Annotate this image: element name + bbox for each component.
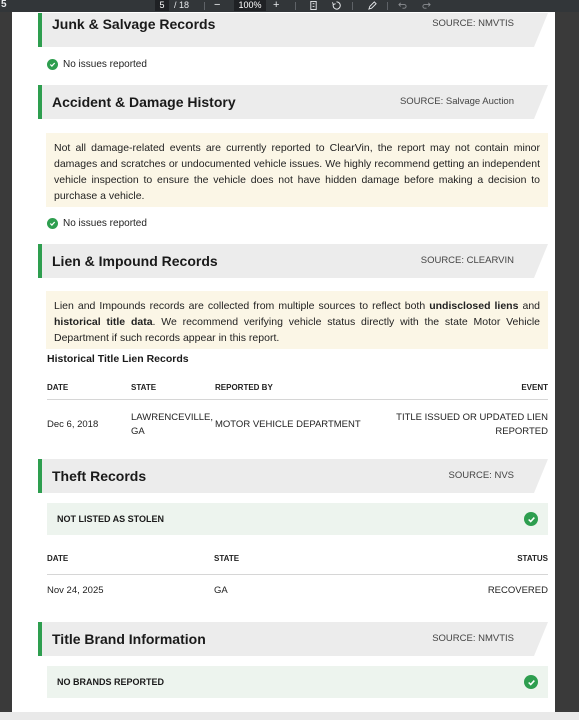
section-title: Title Brand Information <box>52 631 206 647</box>
viewer-bottom-strip <box>0 712 579 720</box>
check-circle-icon <box>524 512 538 526</box>
cell-event-line1: TITLE ISSUED OR UPDATED LIEN <box>396 412 548 423</box>
section-source: SOURCE: Salvage Auction <box>399 96 514 107</box>
section-source: SOURCE: NMVTIS <box>432 18 514 29</box>
junk-status <box>47 57 147 71</box>
cell-status: RECOVERED <box>487 585 548 596</box>
title-brand-header <box>38 622 548 656</box>
col-header-status: STATUS <box>517 554 548 563</box>
status-text: No issues reported <box>63 217 147 229</box>
redo-icon[interactable] <box>420 0 432 11</box>
cell-date: Dec 6, 2018 <box>47 419 99 430</box>
highlight-undisclosed-liens: undisclosed liens <box>429 300 519 312</box>
check-circle-icon <box>47 218 58 229</box>
col-header-date: DATE <box>47 554 69 563</box>
pdf-page <box>12 12 555 712</box>
section-accent-bar <box>38 244 42 278</box>
section-title: Accident & Damage History <box>52 94 236 110</box>
cell-event-line2: REPORTED <box>495 426 548 437</box>
cell-reported-by: MOTOR VEHICLE DEPARTMENT <box>215 419 361 430</box>
check-circle-icon <box>47 59 58 70</box>
table-divider <box>47 399 548 400</box>
col-header-state: STATE <box>214 554 240 563</box>
lien-table-title: Historical Title Lien Records <box>47 353 189 365</box>
toolbar-edge-char: 5 <box>1 0 7 10</box>
section-title: Theft Records <box>52 468 147 484</box>
section-accent-bar <box>38 622 42 656</box>
section-accent-bar <box>38 85 42 119</box>
page-number-input[interactable]: 5 <box>155 0 169 11</box>
section-title: Junk & Salvage Records <box>52 16 216 32</box>
rotate-icon[interactable] <box>330 0 342 11</box>
cell-state-line2: GA <box>131 426 145 437</box>
section-source: SOURCE: NVS <box>448 470 514 481</box>
brand-status-box <box>47 666 548 698</box>
status-label: NO BRANDS REPORTED <box>57 677 165 687</box>
cell-state: GA <box>214 585 228 596</box>
check-circle-icon <box>524 675 538 689</box>
zoom-level-input[interactable]: 100% <box>234 0 266 11</box>
theft-status-box <box>47 503 548 535</box>
accident-status <box>47 216 147 230</box>
fit-page-icon[interactable] <box>307 0 319 11</box>
accident-damage-header <box>38 85 548 119</box>
lien-impound-header <box>38 244 548 278</box>
status-text: No issues reported <box>63 58 147 70</box>
section-source: SOURCE: CLEARVIN <box>420 255 514 266</box>
cell-state-line1: LAWRENCEVILLE, <box>131 412 214 423</box>
section-accent-bar <box>38 459 42 493</box>
col-header-reported-by: REPORTED BY <box>215 383 273 392</box>
pdf-toolbar <box>0 0 579 12</box>
lien-info-note: Lien and Impounds records are collected from multiple sources to reflect both undisclosed liens and historical title data. We recommend verifying vehicle status directly with the state Motor Vehicle Department if such records appear in this report. <box>46 291 548 349</box>
cell-date: Nov 24, 2025 <box>47 585 104 596</box>
toolbar-divider <box>387 2 388 10</box>
draw-pen-icon[interactable] <box>366 0 378 11</box>
zoom-out-button[interactable]: − <box>214 0 221 11</box>
junk-salvage-header <box>38 13 548 47</box>
toolbar-divider <box>204 2 205 10</box>
damage-disclaimer-note: Not all damage-related events are currently reported to ClearVin, the report may not contain minor damages and scratches or undocumented vehicle issues. We highly recommend getting an independent vehicle inspection to ensure the vehicle does not have hidden damage before making a decision to purchase a vehicle. <box>46 133 548 207</box>
col-header-state: STATE <box>131 383 157 392</box>
section-accent-bar <box>38 13 42 47</box>
section-title: Lien & Impound Records <box>52 253 218 269</box>
status-label: NOT LISTED AS STOLEN <box>57 514 165 524</box>
section-source: SOURCE: NMVTIS <box>432 633 514 644</box>
col-header-event: EVENT <box>521 383 548 392</box>
toolbar-divider <box>352 2 353 10</box>
toolbar-divider <box>295 2 296 10</box>
highlight-historical-title-data: historical title data <box>54 316 153 328</box>
col-header-date: DATE <box>47 383 69 392</box>
zoom-in-button[interactable]: + <box>273 0 280 11</box>
theft-records-header <box>38 459 548 493</box>
table-divider <box>47 574 548 575</box>
page-total: / 18 <box>174 0 190 10</box>
undo-icon[interactable] <box>396 0 408 11</box>
